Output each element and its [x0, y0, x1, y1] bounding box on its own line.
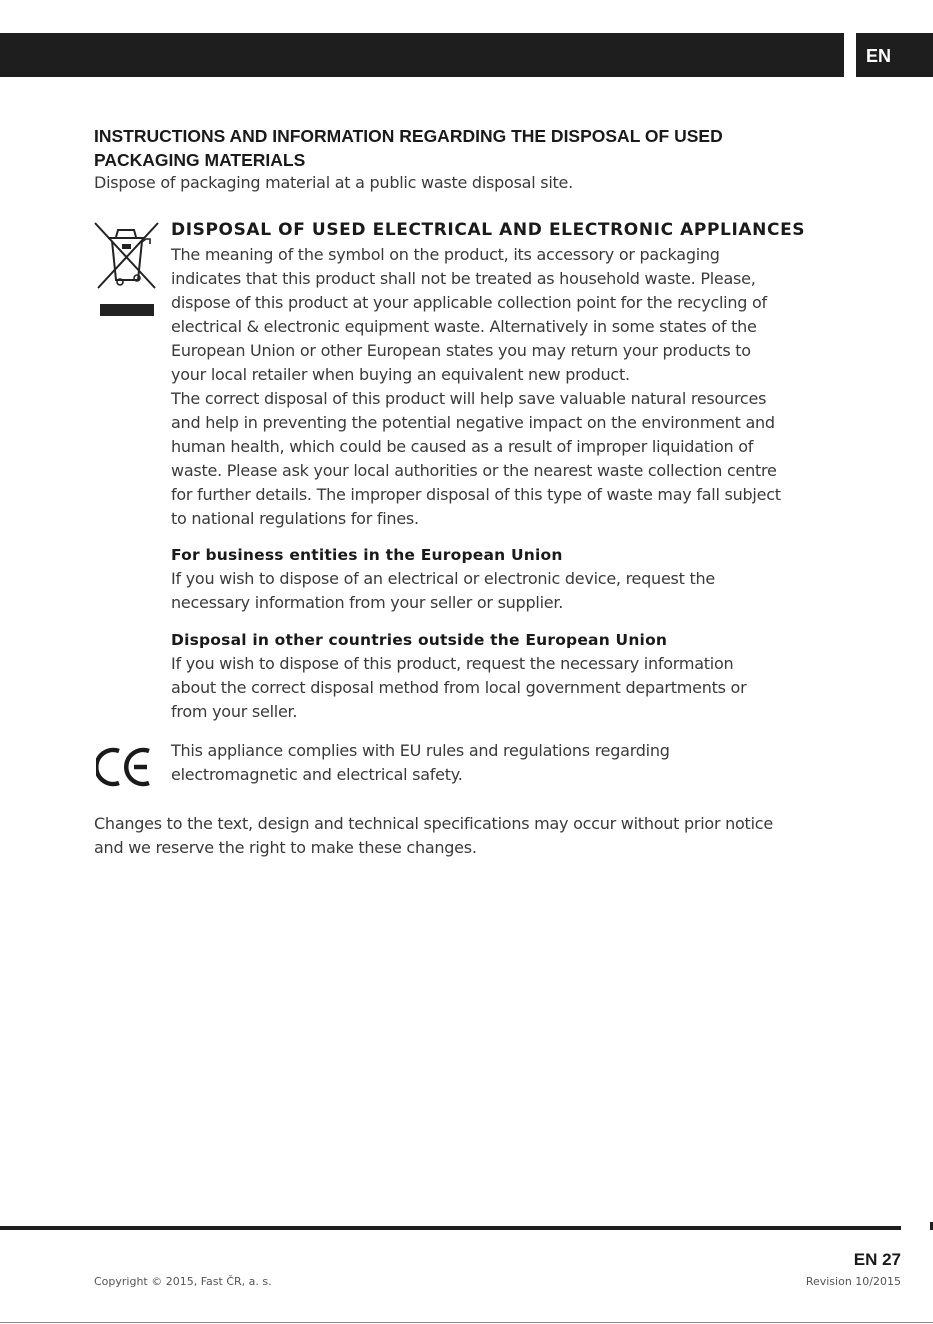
page-edge-rule	[0, 1322, 933, 1323]
changes-notice	[94, 812, 874, 860]
revision: Revision 10/2015	[805, 1275, 901, 1288]
text-line: waste. Please ask your local authorities or the nearest waste collection centre	[171, 461, 777, 480]
outside-eu-text	[171, 652, 871, 724]
packaging-title-line-1: INSTRUCTIONS AND INFORMATION REGARDING THE DISPOSAL OF USED	[94, 126, 723, 146]
text-line: European Union or other European states you may return your products to	[171, 341, 751, 360]
text-line: The correct disposal of this product will help save valuable natural resources	[171, 389, 767, 408]
text-line: about the correct disposal method from local government departments or	[171, 678, 747, 697]
text-line: necessary information from your seller or supplier.	[171, 593, 564, 612]
header-bar	[0, 33, 844, 77]
text-line: The meaning of the symbol on the product, its accessory or packaging	[171, 245, 720, 264]
ce-mark-icon	[96, 746, 154, 788]
weee-paragraph-2	[171, 387, 871, 531]
page-number: EN 27	[853, 1250, 901, 1269]
text-line: your local retailer when buying an equivalent new product.	[171, 365, 630, 384]
copyright: Copyright © 2015, Fast ČR, a. s.	[94, 1275, 272, 1288]
text-line: dispose of this product at your applicable collection point for the recycling of	[171, 293, 767, 312]
text-line: Changes to the text, design and technical specifications may occur without prior notice	[94, 814, 773, 833]
business-entities-text	[171, 567, 871, 615]
text-line: and we reserve the right to make these changes.	[94, 838, 477, 857]
packaging-title	[94, 124, 854, 172]
ce-compliance-text	[171, 739, 871, 787]
packaging-title-line-2: PACKAGING MATERIALS	[94, 150, 306, 170]
footer-rule	[0, 1226, 901, 1230]
text-line: electromagnetic and electrical safety.	[171, 765, 463, 784]
language-tab: EN	[856, 33, 933, 77]
packaging-text: Dispose of packaging material at a public waste disposal site.	[94, 173, 573, 192]
outside-eu-heading: Disposal in other countries outside the European Union	[171, 631, 668, 649]
text-line: This appliance complies with EU rules and regulations regarding	[171, 741, 670, 760]
text-line: from your seller.	[171, 702, 298, 721]
text-line: If you wish to dispose of an electrical or electronic device, request the	[171, 569, 715, 588]
text-line: human health, which could be caused as a result of improper liquidation of	[171, 437, 754, 456]
text-line: If you wish to dispose of this product, request the necessary information	[171, 654, 734, 673]
text-line: electrical & electronic equipment waste. Alternatively in some states of the	[171, 317, 757, 336]
weee-crossed-bin-icon	[92, 220, 160, 318]
text-line: to national regulations for fines.	[171, 509, 419, 528]
weee-paragraph-1	[171, 243, 871, 387]
text-line: indicates that this product shall not be treated as household waste. Please,	[171, 269, 756, 288]
text-line: and help in preventing the potential negative impact on the environment and	[171, 413, 775, 432]
text-line: for further details. The improper disposal of this type of waste may fall subject	[171, 485, 781, 504]
weee-title: DISPOSAL OF USED ELECTRICAL AND ELECTRONIC APPLIANCES	[171, 220, 806, 240]
business-entities-heading: For business entities in the European Union	[171, 546, 563, 564]
